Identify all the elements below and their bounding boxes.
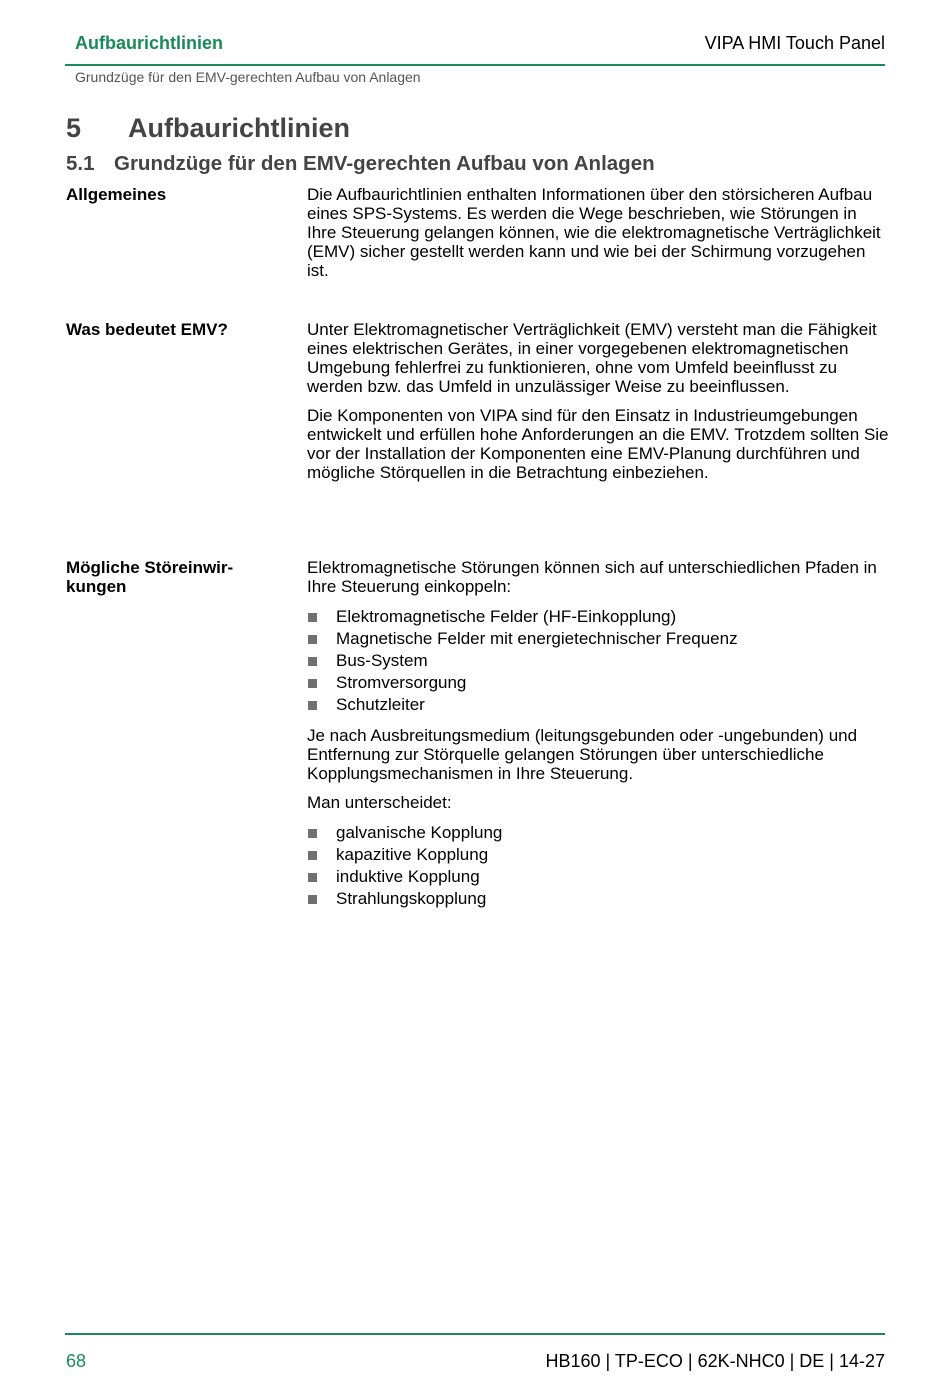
emv-paragraph-2: Die Komponenten von VIPA sind für den Einsatz in Industrieumgebungen entwickelt und erfüllen hohe Anforderungen an die EMV. Trotzdem sollten Sie vor der Installation der Komponenten eine EMV-Planung durchführen und mögliche Störquellen in die Betrachtung einbeziehen. xyxy=(307,406,889,482)
header-product-name: VIPA HMI Touch Panel xyxy=(704,33,885,53)
allgemeines-body xyxy=(307,185,889,290)
header-divider xyxy=(65,64,885,66)
square-bullet-icon xyxy=(308,701,317,710)
list-item: Bus-System xyxy=(307,650,889,672)
stoer-paragraph-2: Je nach Ausbreitungsmedium (leitungsgebunden oder -ungebunden) und Entfernung zur Störquelle gelangen Störungen über unterschiedliche Kopplungsmechanismen in Ihre Steuerung. xyxy=(307,726,858,783)
page-number: 68 xyxy=(66,1351,87,1371)
square-bullet-icon xyxy=(308,895,317,904)
chapter-number: 5 xyxy=(66,113,82,143)
side-label-allgemeines: Allgemeines xyxy=(66,185,167,204)
square-bullet-icon xyxy=(308,829,317,838)
list-item: Strahlungskopplung xyxy=(307,888,889,910)
square-bullet-icon xyxy=(308,679,317,688)
stoer-body xyxy=(307,558,889,920)
square-bullet-icon xyxy=(308,635,317,644)
coupling-type-list xyxy=(307,822,889,910)
allgemeines-paragraph: Die Aufbaurichtlinien enthalten Informationen über den störsicheren Aufbau eines SPS-Systems. Es werden die Wege beschrieben, wie Störungen in Ihre Steuerung gelangen können, wie die elektromagnetische Verträglichkeit (EMV) sicher gestellt werden kann und wie bei der Schirmung vorzugehen ist. xyxy=(307,185,881,280)
footer-divider xyxy=(65,1333,885,1335)
section-heading xyxy=(66,152,655,176)
side-label-emv: Was bedeutet EMV? xyxy=(66,320,228,339)
list-item: Elektromagnetische Felder (HF-Einkopplung) xyxy=(307,606,889,628)
list-item: Schutzleiter xyxy=(307,694,889,716)
square-bullet-icon xyxy=(308,613,317,622)
header-subtitle: Grundzüge für den EMV-gerechten Aufbau von Anlagen xyxy=(75,69,421,85)
header-title: Aufbaurichtlinien xyxy=(75,33,223,53)
square-bullet-icon xyxy=(308,657,317,666)
chapter-heading xyxy=(66,113,350,144)
list-item: Magnetische Felder mit energietechnischer Frequenz xyxy=(307,628,889,650)
document-id: HB160 | TP-ECO | 62K-NHC0 | DE | 14-27 xyxy=(545,1351,885,1371)
list-item: induktive Kopplung xyxy=(307,866,889,888)
list-item: galvanische Kopplung xyxy=(307,822,889,844)
stoer-paragraph-3: Man unterscheidet: xyxy=(307,793,452,812)
chapter-title: Aufbaurichtlinien xyxy=(128,113,350,143)
square-bullet-icon xyxy=(308,873,317,882)
emv-body xyxy=(307,320,889,492)
list-item: Stromversorgung xyxy=(307,672,889,694)
list-item: kapazitive Kopplung xyxy=(307,844,889,866)
side-label-stoereinwirkungen: Mögliche Störeinwir- kungen xyxy=(66,558,234,596)
emv-paragraph-1: Unter Elektromagnetischer Verträglichkeit (EMV) versteht man die Fähigkeit eines elektrischen Gerätes, in einer vorgegebenen elektromagnetischen Umgebung fehlerfrei zu funktionieren, ohne vom Umfeld beeinflusst zu werden bzw. das Umfeld in unzulässiger Weise zu beeinflussen. xyxy=(307,320,877,396)
square-bullet-icon xyxy=(308,851,317,860)
stoer-paragraph-1: Elektromagnetische Störungen können sich auf unterschiedlichen Pfaden in Ihre Steuerung einkoppeln: xyxy=(307,558,877,596)
coupling-path-list xyxy=(307,606,889,716)
section-title: Grundzüge für den EMV-gerechten Aufbau von Anlagen xyxy=(114,152,655,175)
section-number: 5.1 xyxy=(66,152,95,175)
